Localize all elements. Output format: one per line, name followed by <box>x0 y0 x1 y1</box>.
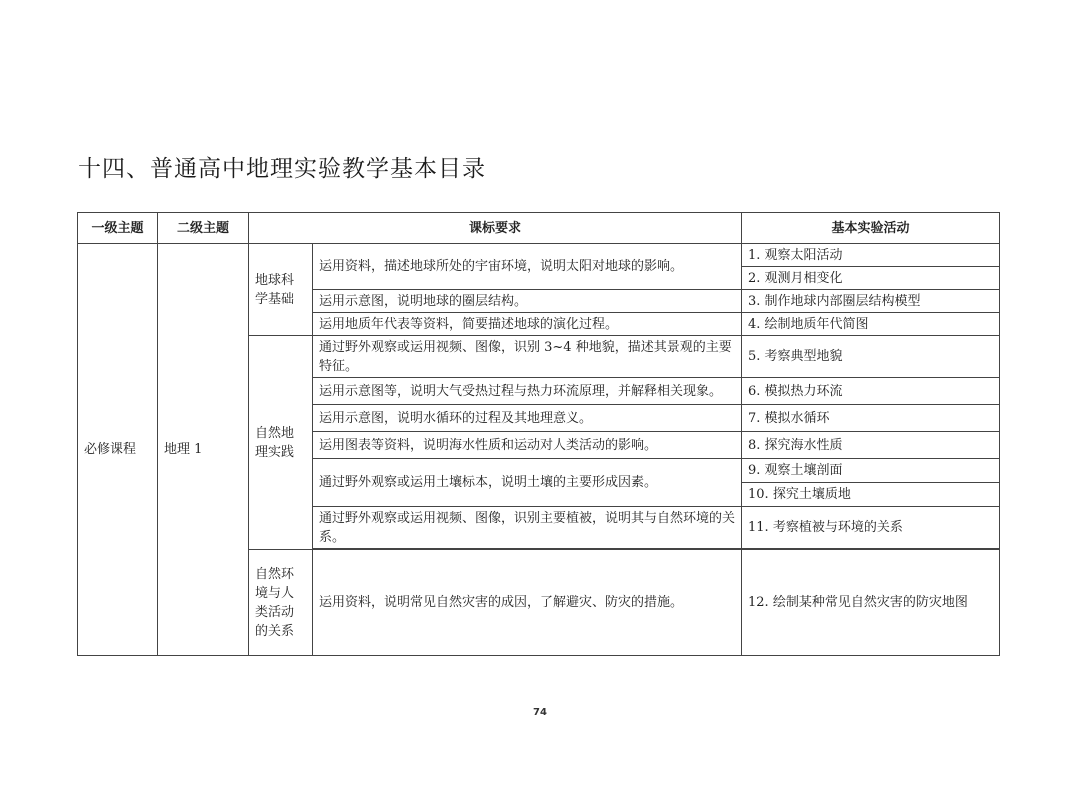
activity-cell: 10. 探究土壤质地 <box>742 483 1000 507</box>
header-level2-theme: 二级主题 <box>158 213 249 244</box>
requirement-cell: 运用地质年代表等资料，简要描述地球的演化过程。 <box>313 313 742 336</box>
level2-theme-cell: 地理 1 <box>158 244 249 656</box>
activity-cell: 5. 考察典型地貌 <box>742 336 1000 378</box>
activity-cell: 6. 模拟热力环流 <box>742 378 1000 405</box>
theme-cell: 地球科学基础 <box>249 244 313 336</box>
activity-cell: 2. 观测月相变化 <box>742 267 1000 290</box>
activity-cell: 1. 观察太阳活动 <box>742 244 1000 267</box>
activity-cell: 4. 绘制地质年代简图 <box>742 313 1000 336</box>
page-title: 十四、普通高中地理实验教学基本目录 <box>78 156 486 182</box>
theme-cell: 自然地理实践 <box>249 336 313 550</box>
header-activity: 基本实验活动 <box>742 213 1000 244</box>
requirement-cell: 通过野外观察或运用土壤标本，说明土壤的主要形成因素。 <box>313 459 742 507</box>
activity-cell: 11. 考察植被与环境的关系 <box>742 507 1000 549</box>
requirement-cell: 运用示意图等，说明大气受热过程与热力环流原理，并解释相关现象。 <box>313 378 742 405</box>
theme-cell: 自然环境与人类活动的关系 <box>249 550 313 656</box>
activity-cell: 3. 制作地球内部圈层结构模型 <box>742 290 1000 313</box>
page-number: 74 <box>533 707 547 718</box>
activity-cell: 8. 探究海水性质 <box>742 432 1000 459</box>
requirement-cell: 运用示意图，说明水循环的过程及其地理意义。 <box>313 405 742 432</box>
activity-cell: 9. 观察土壤剖面 <box>742 459 1000 483</box>
requirement-cell: 通过野外观察或运用视频、图像，识别 3~4 种地貌，描述其景观的主要特征。 <box>313 336 742 378</box>
requirement-cell: 运用示意图，说明地球的圈层结构。 <box>313 290 742 313</box>
header-level1-theme: 一级主题 <box>78 213 158 244</box>
requirement-cell: 运用资料，描述地球所处的宇宙环境，说明太阳对地球的影响。 <box>313 244 742 290</box>
activity-cell: 7. 模拟水循环 <box>742 405 1000 432</box>
requirement-cell: 运用图表等资料，说明海水性质和运动对人类活动的影响。 <box>313 432 742 459</box>
level1-theme-cell: 必修课程 <box>78 244 158 656</box>
table-row <box>78 244 1000 267</box>
activity-cell: 12. 绘制某种常见自然灾害的防灾地图 <box>742 550 1000 656</box>
table-header-row <box>78 213 1000 244</box>
requirement-cell: 通过野外观察或运用视频、图像，识别主要植被，说明其与自然环境的关系。 <box>313 507 742 549</box>
experiment-catalog-table <box>77 212 1000 656</box>
requirement-cell: 运用资料，说明常见自然灾害的成因，了解避灾、防灾的措施。 <box>313 550 742 656</box>
header-requirement: 课标要求 <box>249 213 742 244</box>
